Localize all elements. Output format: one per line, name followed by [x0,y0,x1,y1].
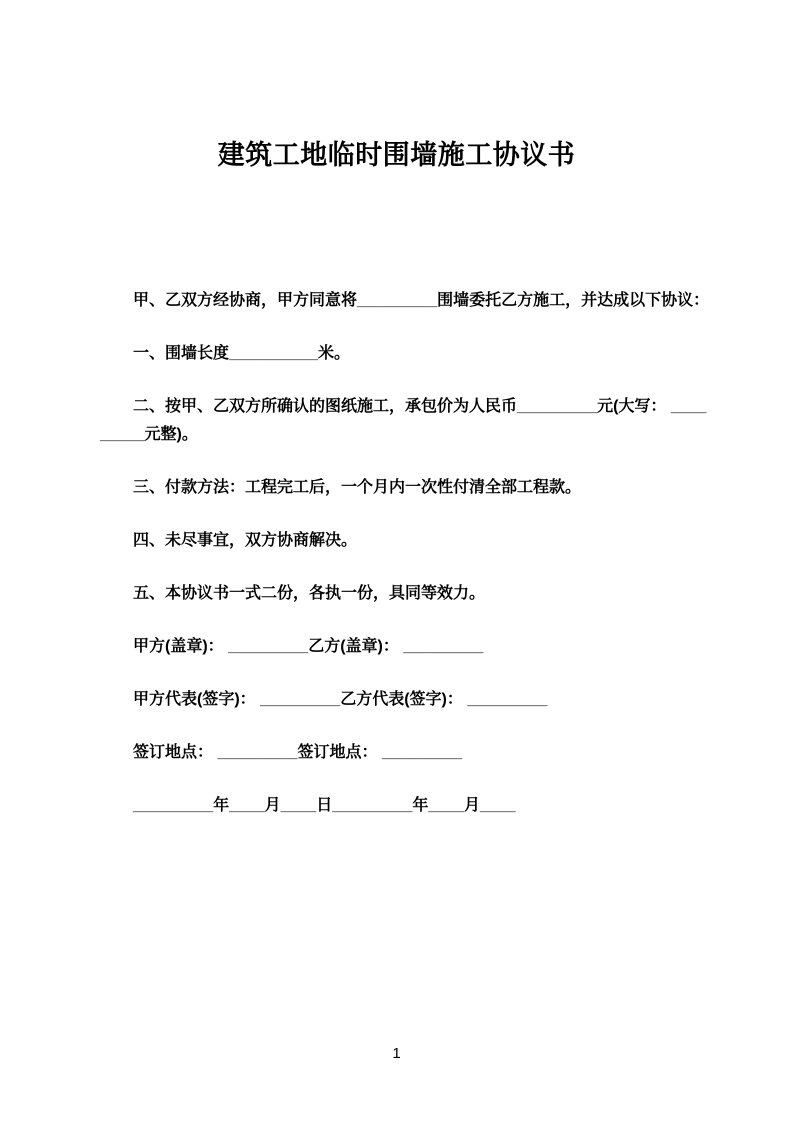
page-number: 1 [392,1045,401,1062]
seal-row-text: 甲方(盖章)： _________乙方(盖章)： _________ [133,638,484,655]
clause-3-text: 三、付款方法：工程完工后，一个月内一次性付清全部工程款。 [133,479,582,496]
clause-4 [100,527,703,555]
signing-location-row [100,739,703,767]
clause-2 [100,393,707,449]
document-body [100,287,710,820]
clause-2-line-2: _____元整)。 [100,426,198,443]
clause-4-text: 四、未尽事宜，双方协商解决。 [133,532,358,549]
intro-paragraph [100,287,710,315]
signing-location-text: 签订地点： _________签订地点： _________ [133,744,463,761]
clause-5-text: 五、本协议书一式二份，各执一份，具同等效力。 [133,585,486,602]
clause-1-text: 一、围墙长度__________米。 [133,345,350,362]
clause-1 [100,340,703,368]
date-row-text: _________年____月____日_________年____月____ [133,797,516,814]
clause-3 [100,474,703,502]
date-row [100,792,703,820]
seal-row [100,633,703,661]
clause-2-line-1: 二、按甲、乙双方所确认的图纸施工，承包价为人民币_________元(大写： ____ [133,398,707,415]
representative-signature-row [100,686,703,714]
page-footer [0,1044,793,1064]
clause-5 [100,580,703,608]
intro-text: 甲、乙双方经协商，甲方同意将_________围墙委托乙方施工，并达成以下协议： [133,292,710,309]
representative-signature-text: 甲方代表(签字)： _________乙方代表(签字)： _________ [133,691,548,708]
document-title: 建筑工地临时围墙施工协议书 [217,140,576,170]
